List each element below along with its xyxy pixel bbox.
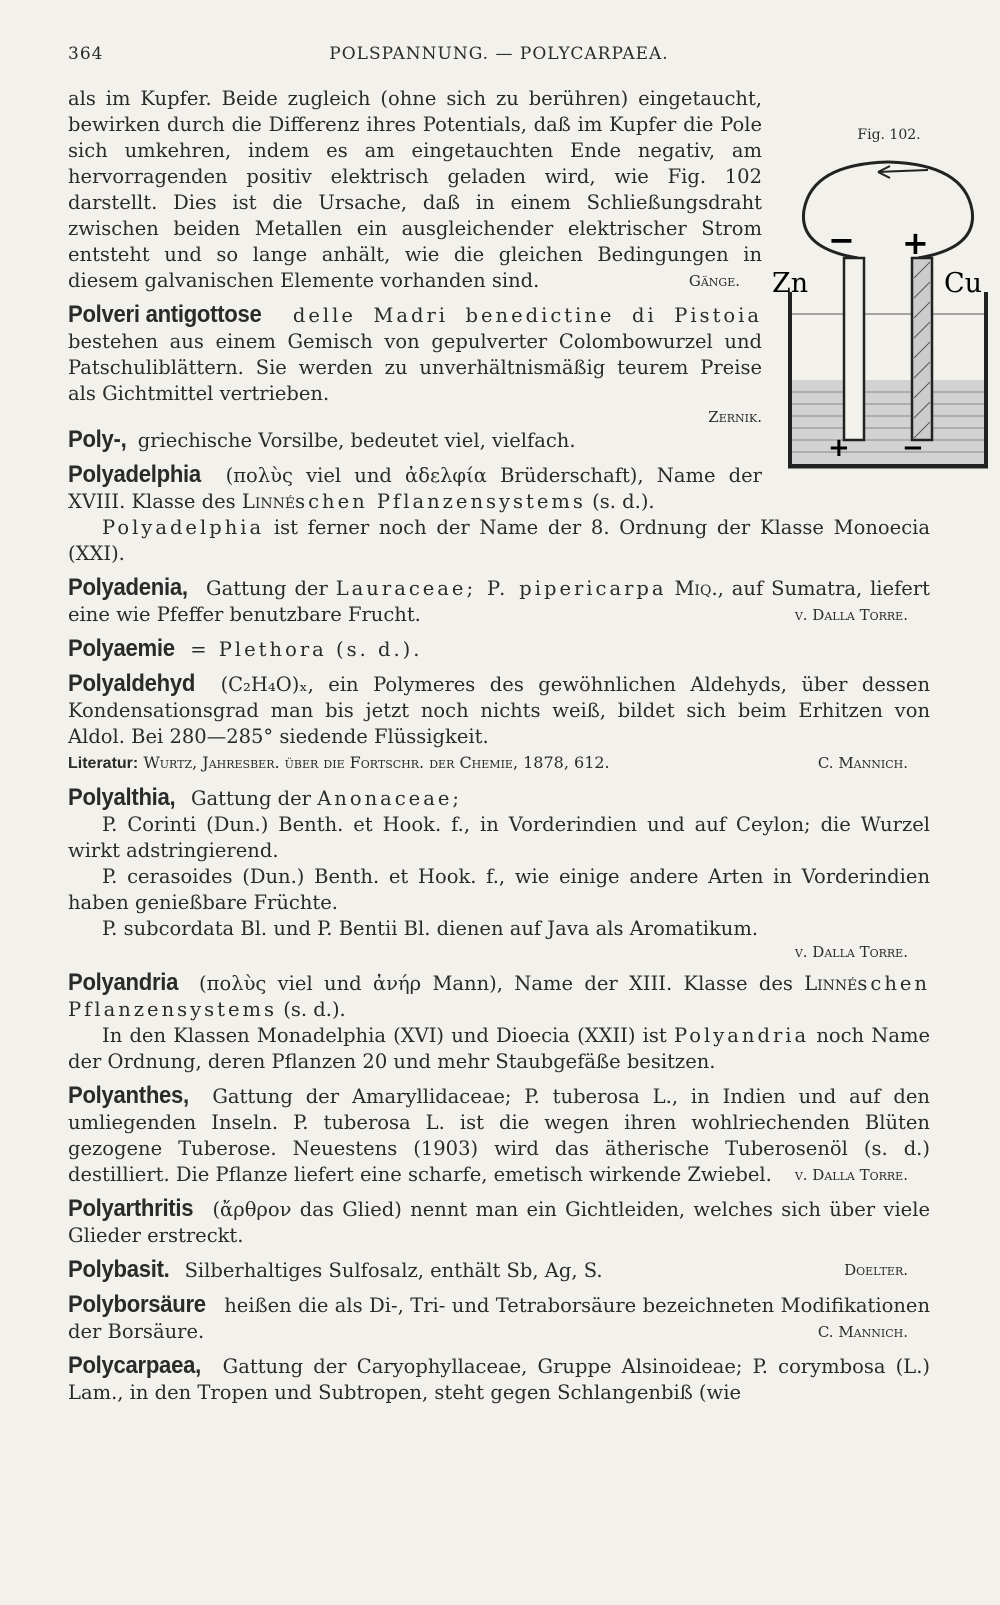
entry-polyanthes: Polyanthes, Gattung der Amaryllidaceae; P. tuberosa L., in Indien und auf den umliegenden Inseln. P. tuberosa L. ist die wegen ihren wohlriechenden Blüten gezogene Tuberose. Neuestens (1903) wird das ätherische Tuberosenöl (s. d.) destilliert. Die Pflanze liefert eine scharfe, emetisch wirkende Zwiebel. v. Dalla Torre. xyxy=(68,1082,930,1186)
cu-label: Cu xyxy=(944,268,983,299)
electrolyte xyxy=(792,380,984,464)
plus-sign: + xyxy=(902,224,929,262)
entry-polyandria: Polyandria (πολὺς viel und ἀνήρ Mann), Name der XIII. Klasse des Linnéschen Pflanzensystems (s. d.). xyxy=(68,969,930,1021)
entry-polyadenia: Polyadenia, Gattung der Lauraceae; P. pipericarpa Miq., auf Sumatra, liefert eine wie Pfeffer benutzbare Frucht. v. Dalla Torre. xyxy=(68,574,930,626)
signature: Gänge. xyxy=(688,272,740,290)
plus-sign-bottom: + xyxy=(828,433,850,463)
entry-polyaemie: Polyaemie = Plethora (s. d.). xyxy=(68,635,423,662)
copper-plate xyxy=(912,258,932,440)
headword: Polyborsäure xyxy=(68,1291,206,1318)
minus-sign-bottom: − xyxy=(902,433,924,463)
headword: Polyadelphia xyxy=(68,461,201,488)
polyadelphia-note: Polyadelphia ist ferner noch der Name der 8. Ordnung der Klasse Monoecia (XXI). xyxy=(68,516,930,565)
page-number: 364 xyxy=(68,44,104,64)
galvanic-cell-diagram xyxy=(772,148,1000,463)
entry-polyalthia: Polyalthia, Gattung der Anonaceae; xyxy=(68,784,462,811)
signature: C. Mannich. xyxy=(817,754,908,772)
entry-polyadelphia: Polyadelphia (πολὺς viel und ἀδελφία Brüderschaft), Name der XVIII. Klasse des Linnéschen Pflanzensystems (s. d.). xyxy=(68,461,762,513)
signature: Doelter. xyxy=(844,1261,908,1279)
current-arrow-icon xyxy=(878,170,928,172)
polyalthia-species-3: P. subcordata Bl. und P. Bentii Bl. dienen auf Java als Aromatikum. xyxy=(102,917,759,940)
entry-polycarpaea: Polycarpaea, Gattung der Caryophyllaceae, Gruppe Alsinoideae; P. corymbosa (L.) Lam., in den Tropen und Subtropen, steht gegen Schlangenbiß (wie xyxy=(68,1352,930,1404)
page-body xyxy=(68,86,983,1406)
signature: v. Dalla Torre. xyxy=(794,1166,908,1184)
entry-polveri: Polveri antigottose delle Madri benedictine di Pistoia bestehen aus einem Gemisch von gepulverter Colombowurzel und Patschuliblättern. Sie werden zu unverhältnismäßig teurem Preise als Gichtmittel vertrieben. xyxy=(68,301,763,405)
entry-polyarthritis: Polyarthritis (ἄρθρον das Glied) nennt man ein Gichtleiden, welches sich über viele Glieder erstreckt. xyxy=(68,1195,931,1247)
signature: Zernik. xyxy=(708,408,762,426)
page-header xyxy=(68,44,930,74)
polyalthia-species-1: P. Corinti (Dun.) Benth. et Hook. f., in Vorderindien und auf Ceylon; die Wurzel wirkt adstringierend. xyxy=(68,813,930,862)
signature: v. Dalla Torre. xyxy=(794,606,908,624)
headword: Polybasit. xyxy=(68,1256,170,1283)
signature: C. Mannich. xyxy=(817,1323,908,1341)
entry-poly: Poly-, griechische Vorsilbe, bedeutet viel, vielfach. xyxy=(68,426,576,453)
zn-label: Zn xyxy=(772,268,809,299)
headword: Polyanthes, xyxy=(68,1082,189,1109)
literature-note: Literatur: Wurtz, Jahresber. über die Fortschr. der Chemie, 1878, 612. C. Mannich. xyxy=(68,750,930,777)
headword: Polyaldehyd xyxy=(68,670,196,697)
headword: Polyandria xyxy=(68,969,179,996)
figure-102 xyxy=(772,82,1000,463)
signature: v. Dalla Torre. xyxy=(794,943,908,961)
headword: Polveri antigottose xyxy=(68,301,262,328)
minus-sign: − xyxy=(828,221,855,259)
entry-polyborsaeure: Polyborsäure heißen die als Di-, Tri- und Tetraborsäure bezeichneten Modifikationen der Borsäure. C. Mannich. xyxy=(68,1291,931,1343)
intro-paragraph: als im Kupfer. Beide zugleich (ohne sich zu berühren) eingetaucht, bewirken durch die Differenz ihres Potentials, daß im Kupfer die Pole sich umkehren, indem es am eingetauchten Ende negativ, am hervorragenden positiv elektrisch geladen wird, wie Fig. 102 darstellt. Dies ist die Ursache, daß in einem Schließungsdraht zwischen beiden Metallen ein ausgleichender elektrischer Strom entsteht und so lange anhält, wie die gleichen Bedingungen in diesem galvanischen Elemente vorhanden sind. Gänge. xyxy=(68,87,762,292)
headword: Poly-, xyxy=(68,426,127,453)
headword: Polyarthritis xyxy=(68,1195,194,1222)
headword: Polyaemie xyxy=(68,635,175,662)
headword: Polyalthia, xyxy=(68,784,176,811)
polyalthia-species-2: P. cerasoides (Dun.) Benth. et Hook. f., wie einige andere Arten in Vorderindien haben genießbare Früchte. xyxy=(68,865,930,914)
entry-polybasit: Polybasit. Silberhaltiges Sulfosalz, enthält Sb, Ag, S. Doelter. xyxy=(68,1257,930,1284)
entry-polyaldehyd: Polyaldehyd (C₂H₄O)ₓ, ein Polymeres des gewöhnlichen Aldehyds, über dessen Kondensationsgrad man bis jetzt noch nichts weiß, bildet sich beim Erhitzen von Aldol. Bei 280—285° siedende Flüssigkeit. xyxy=(68,670,931,748)
headword: Polyadenia, xyxy=(68,574,188,601)
polyandria-note: In den Klassen Monadelphia (XVI) und Dioecia (XXII) ist Polyandria noch Name der Ordnung, deren Pflanzen 20 und mehr Staubgefäße besitzen. xyxy=(68,1024,931,1073)
zinc-plate xyxy=(844,258,864,440)
running-title: POLSPANNUNG. — POLYCARPAEA. xyxy=(329,44,669,64)
headword: Polycarpaea, xyxy=(68,1352,201,1379)
figure-label: Fig. 102. xyxy=(857,127,921,143)
